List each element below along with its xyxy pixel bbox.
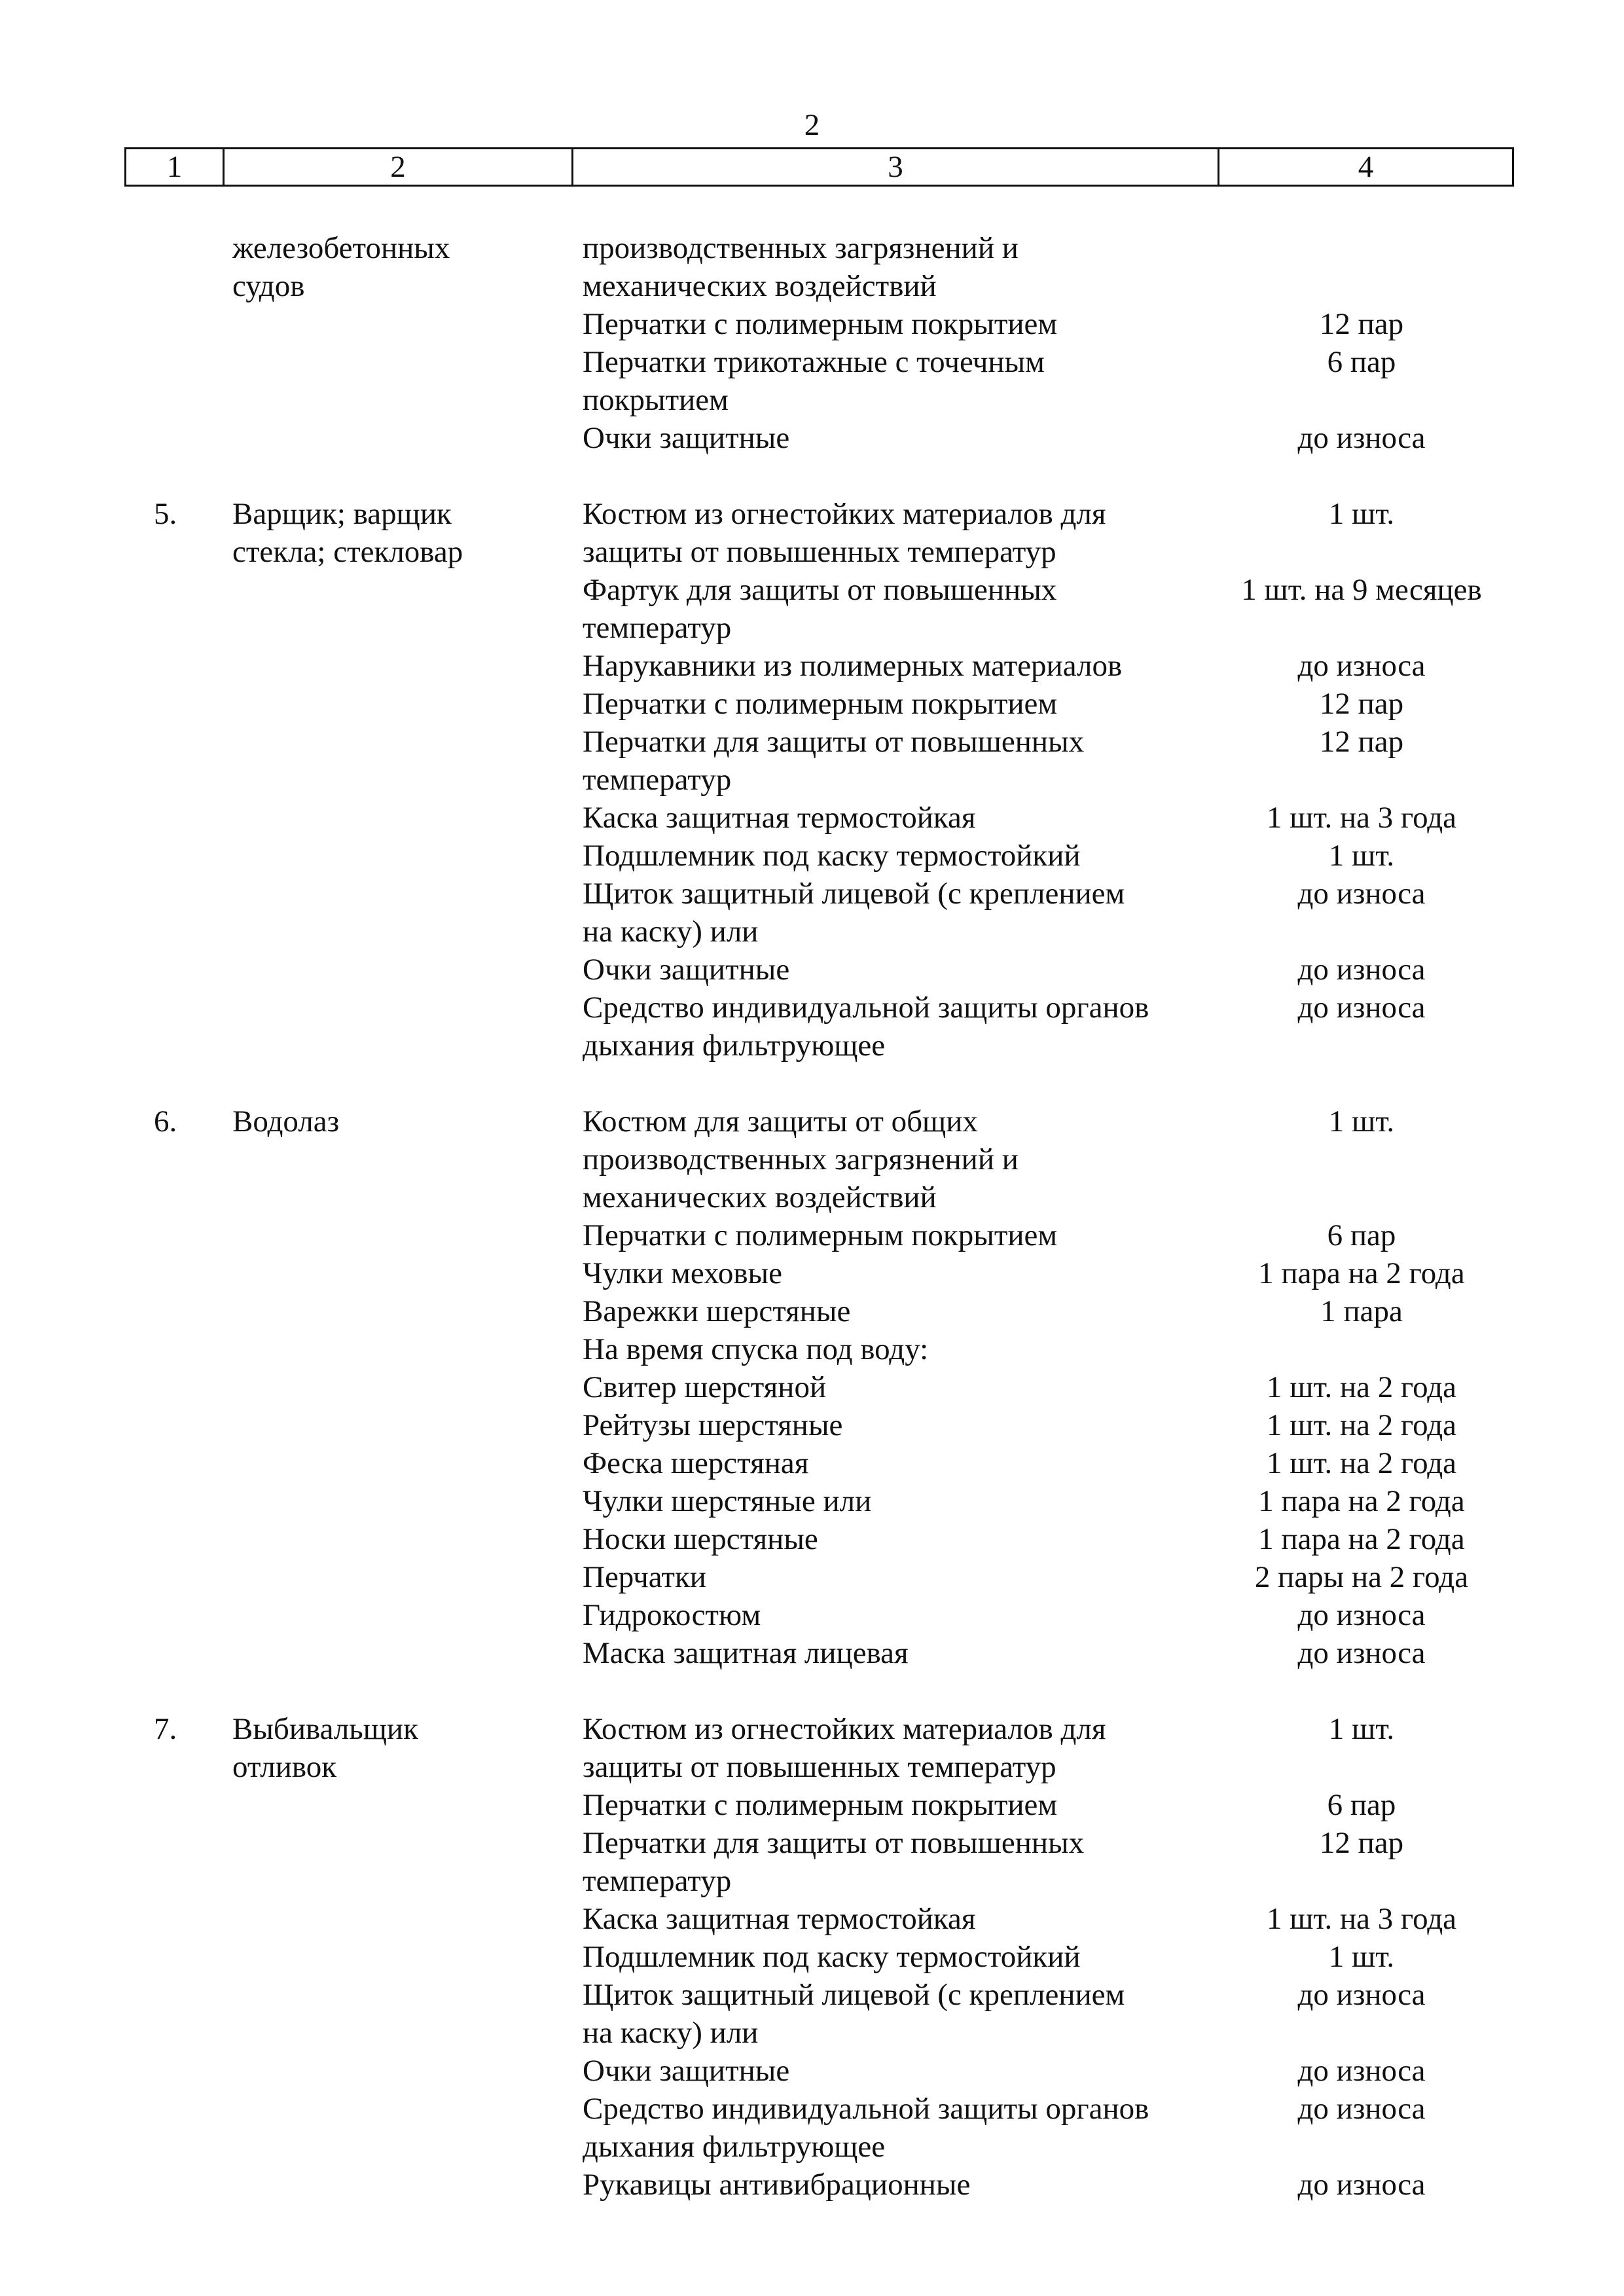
ppe-item-norm: 2 пары на 2 года bbox=[1254, 1560, 1469, 1594]
column-header-row bbox=[126, 149, 1513, 186]
ppe-item-name bbox=[583, 1824, 1211, 1900]
ppe-item-name bbox=[583, 343, 1211, 419]
profession-name-line: Варщик; варщик bbox=[232, 497, 452, 531]
ppe-item-name-line: На время спуска под воду: bbox=[583, 1332, 929, 1366]
ppe-item bbox=[583, 343, 1512, 419]
ppe-item bbox=[583, 571, 1512, 647]
ppe-item-name-line: Костюм из огнестойких материалов для bbox=[583, 1712, 1106, 1746]
ppe-item-name bbox=[583, 1368, 1211, 1406]
ppe-item-norm: 1 шт. на 2 года bbox=[1267, 1446, 1456, 1480]
ppe-list bbox=[583, 1710, 1512, 2204]
ppe-item-norm: до износа bbox=[1297, 1978, 1426, 2012]
ppe-item-name-line: на каску) или bbox=[583, 915, 759, 949]
ppe-item-name-line: температур bbox=[583, 611, 732, 645]
ppe-item-name-line: Подшлемник под каску термостойкий bbox=[583, 1940, 1081, 1974]
ppe-item-norm: 1 пара на 2 года bbox=[1258, 1522, 1465, 1556]
ppe-item bbox=[583, 305, 1512, 343]
ppe-item-name-line: Чулки шерстяные или bbox=[583, 1484, 872, 1518]
ppe-item-name bbox=[583, 1102, 1211, 1216]
ppe-item-name-line: Подшлемник под каску термостойкий bbox=[583, 839, 1081, 873]
profession-name bbox=[232, 1710, 533, 1786]
ppe-item-name-line: Перчатки для защиты от повышенных bbox=[583, 725, 1085, 759]
ppe-item-name bbox=[583, 1558, 1211, 1596]
ppe-item-name-line: Очки защитные bbox=[583, 421, 790, 455]
ppe-item-name bbox=[583, 2052, 1211, 2090]
ppe-item-norm: до износа bbox=[1297, 877, 1426, 911]
ppe-item-name-line: Перчатки для защиты от повышенных bbox=[583, 1826, 1085, 1860]
ppe-item-norm: до износа bbox=[1297, 2168, 1426, 2202]
ppe-item-name bbox=[583, 951, 1211, 989]
ppe-item-name bbox=[583, 1292, 1211, 1330]
ppe-item bbox=[583, 647, 1512, 685]
ppe-item-name-line: Перчатки bbox=[583, 1560, 706, 1594]
ppe-item-name-line: Рукавицы антивибрационные bbox=[583, 2168, 971, 2202]
ppe-item bbox=[583, 1786, 1512, 1824]
ppe-item-norm: 1 шт. на 2 года bbox=[1267, 1370, 1456, 1404]
ppe-item-norm: 1 шт. bbox=[1328, 497, 1395, 531]
ppe-list bbox=[583, 1102, 1512, 1672]
ppe-list bbox=[583, 495, 1512, 1065]
ppe-item bbox=[583, 685, 1512, 723]
ppe-item-name-line: производственных загрязнений и bbox=[583, 231, 1019, 265]
ppe-item-norm: 1 шт. на 3 года bbox=[1267, 1902, 1456, 1936]
ppe-item-name bbox=[583, 723, 1211, 799]
profession-name bbox=[232, 229, 533, 305]
ppe-item bbox=[583, 1634, 1512, 1672]
ppe-item-name bbox=[583, 1216, 1211, 1254]
row-number: 5. bbox=[154, 497, 177, 531]
ppe-item-name bbox=[583, 2090, 1211, 2166]
ppe-item-name-line: Гидрокостюм bbox=[583, 1598, 761, 1632]
ppe-item-name-line: Очки защитные bbox=[583, 953, 790, 987]
ppe-item-name-line: Свитер шерстяной bbox=[583, 1370, 827, 1404]
ppe-item-name-line: защиты от повышенных температур bbox=[583, 1750, 1056, 1784]
ppe-item bbox=[583, 419, 1512, 457]
ppe-item bbox=[583, 1216, 1512, 1254]
ppe-item bbox=[583, 875, 1512, 951]
profession-name-line: железобетонных bbox=[232, 231, 450, 265]
ppe-item-name-line: покрытием bbox=[583, 383, 729, 417]
profession-name-line: отливок bbox=[232, 1750, 337, 1784]
profession-row bbox=[0, 229, 1624, 457]
ppe-item-name-line: Нарукавники из полимерных материалов bbox=[583, 649, 1123, 683]
ppe-item-norm: до износа bbox=[1297, 421, 1426, 455]
ppe-item-name bbox=[583, 837, 1211, 875]
ppe-item bbox=[583, 1482, 1512, 1520]
ppe-item-name-line: Феска шерстяная bbox=[583, 1446, 809, 1480]
ppe-item-name-line: дыхания фильтрующее bbox=[583, 2130, 886, 2164]
ppe-item-norm: до износа bbox=[1297, 649, 1426, 683]
ppe-item-norm: 1 шт. на 2 года bbox=[1267, 1408, 1456, 1442]
ppe-item-name-line: Каска защитная термостойкая bbox=[583, 1902, 976, 1936]
ppe-item-norm: 1 шт. bbox=[1328, 1940, 1395, 1974]
ppe-item bbox=[583, 1976, 1512, 2052]
ppe-item bbox=[583, 1900, 1512, 1938]
ppe-item bbox=[583, 2090, 1512, 2166]
ppe-item bbox=[583, 989, 1512, 1065]
ppe-item-norm: 12 пар bbox=[1319, 1826, 1404, 1860]
ppe-item-norm: 1 шт. bbox=[1328, 839, 1395, 873]
ppe-item bbox=[583, 723, 1512, 799]
ppe-item-norm: до износа bbox=[1297, 1598, 1426, 1632]
ppe-item bbox=[583, 837, 1512, 875]
ppe-item-name bbox=[583, 1938, 1211, 1976]
ppe-item bbox=[583, 1558, 1512, 1596]
ppe-item-norm: 6 пар bbox=[1327, 1788, 1396, 1822]
page-number: 2 bbox=[804, 108, 820, 142]
ppe-item-name-line: Носки шерстяные bbox=[583, 1522, 818, 1556]
ppe-item-name-line: Перчатки с полимерным покрытием bbox=[583, 1788, 1058, 1822]
ppe-item-name-line: Перчатки с полимерным покрытием bbox=[583, 1218, 1058, 1252]
profession-row bbox=[0, 1710, 1624, 2204]
ppe-item-name-line: Перчатки с полимерным покрытием bbox=[583, 307, 1058, 341]
ppe-item-norm: 1 шт. bbox=[1328, 1712, 1395, 1746]
ppe-item-name bbox=[583, 1444, 1211, 1482]
ppe-item-name bbox=[583, 989, 1211, 1065]
ppe-item-norm: до износа bbox=[1297, 953, 1426, 987]
ppe-item bbox=[583, 495, 1512, 571]
ppe-item bbox=[583, 1824, 1512, 1900]
ppe-item-name-line: Перчатки с полимерным покрытием bbox=[583, 687, 1058, 721]
profession-name-line: стекла; стекловар bbox=[232, 535, 463, 569]
ppe-item-name bbox=[583, 875, 1211, 951]
ppe-item-norm: до износа bbox=[1297, 2054, 1426, 2088]
ppe-item-norm: 6 пар bbox=[1327, 1218, 1396, 1252]
ppe-item-name-line: Костюм из огнестойких материалов для bbox=[583, 497, 1106, 531]
ppe-item-name bbox=[583, 1596, 1211, 1634]
ppe-item-norm: 1 шт. на 9 месяцев bbox=[1241, 573, 1482, 607]
ppe-item bbox=[583, 1330, 1512, 1368]
ppe-item-norm: 12 пар bbox=[1319, 307, 1404, 341]
ppe-item bbox=[583, 1406, 1512, 1444]
ppe-item bbox=[583, 1292, 1512, 1330]
ppe-item-norm: до износа bbox=[1297, 991, 1426, 1025]
ppe-item-name bbox=[583, 647, 1211, 685]
ppe-item-name-line: дыхания фильтрующее bbox=[583, 1029, 886, 1063]
column-header-3: 3 bbox=[573, 149, 1219, 186]
ppe-item bbox=[583, 1596, 1512, 1634]
profession-name bbox=[232, 495, 533, 571]
ppe-item bbox=[583, 1444, 1512, 1482]
ppe-item-name-line: на каску) или bbox=[583, 2016, 759, 2050]
ppe-item-name-line: Чулки меховые bbox=[583, 1256, 782, 1290]
ppe-item-name-line: Средство индивидуальной защиты органов bbox=[583, 2092, 1149, 2126]
ppe-item-name bbox=[583, 1406, 1211, 1444]
ppe-item-name-line: Перчатки трикотажные с точечным bbox=[583, 345, 1045, 379]
ppe-item-norm: 6 пар bbox=[1327, 345, 1396, 379]
ppe-item-name bbox=[583, 495, 1211, 571]
ppe-item-name bbox=[583, 1330, 1211, 1368]
ppe-item-norm: 1 пара на 2 года bbox=[1258, 1256, 1465, 1290]
profession-row bbox=[0, 495, 1624, 1065]
ppe-item-name bbox=[583, 1710, 1211, 1786]
ppe-item-name-line: механических воздействий bbox=[583, 269, 937, 303]
ppe-item-name-line: Очки защитные bbox=[583, 2054, 790, 2088]
column-header-1: 1 bbox=[126, 149, 224, 186]
ppe-item bbox=[583, 2052, 1512, 2090]
profession-row bbox=[0, 1102, 1624, 1672]
ppe-item bbox=[583, 229, 1512, 305]
ppe-item-name bbox=[583, 571, 1211, 647]
ppe-item-name bbox=[583, 1900, 1211, 1938]
ppe-item-name-line: механических воздействий bbox=[583, 1180, 937, 1214]
profession-name-line: Выбивальщик bbox=[232, 1712, 418, 1746]
document-body bbox=[0, 229, 1624, 2242]
column-header-table bbox=[124, 147, 1514, 187]
profession-name bbox=[232, 1102, 533, 1140]
ppe-item-name-line: Фартук для защиты от повышенных bbox=[583, 573, 1057, 607]
column-header-2: 2 bbox=[224, 149, 573, 186]
ppe-item-name-line: температур bbox=[583, 1864, 732, 1898]
ppe-item-norm: до износа bbox=[1297, 2092, 1426, 2126]
ppe-item-norm: 1 шт. bbox=[1328, 1104, 1395, 1139]
profession-name-line: Водолаз bbox=[232, 1104, 340, 1139]
ppe-item-name bbox=[583, 419, 1211, 457]
ppe-item-name bbox=[583, 1254, 1211, 1292]
ppe-item-name-line: Щиток защитный лицевой (с креплением bbox=[583, 1978, 1125, 2012]
ppe-list bbox=[583, 229, 1512, 457]
ppe-item bbox=[583, 799, 1512, 837]
ppe-item bbox=[583, 1710, 1512, 1786]
ppe-item-norm: 1 пара на 2 года bbox=[1258, 1484, 1465, 1518]
ppe-item-name bbox=[583, 1786, 1211, 1824]
ppe-item-name bbox=[583, 1482, 1211, 1520]
row-number: 6. bbox=[154, 1104, 177, 1139]
ppe-item-name-line: Варежки шерстяные bbox=[583, 1294, 851, 1328]
ppe-item bbox=[583, 1102, 1512, 1216]
ppe-item-name bbox=[583, 1634, 1211, 1672]
ppe-item-name bbox=[583, 305, 1211, 343]
ppe-item-name-line: Щиток защитный лицевой (с креплением bbox=[583, 877, 1125, 911]
column-header-4: 4 bbox=[1219, 149, 1513, 186]
ppe-item-name-line: защиты от повышенных температур bbox=[583, 535, 1056, 569]
ppe-item bbox=[583, 951, 1512, 989]
ppe-item-name-line: Каска защитная термостойкая bbox=[583, 801, 976, 835]
ppe-item-name-line: Маска защитная лицевая bbox=[583, 1636, 909, 1670]
ppe-item bbox=[583, 1520, 1512, 1558]
ppe-item-name bbox=[583, 685, 1211, 723]
ppe-item-name bbox=[583, 229, 1211, 305]
ppe-item-name-line: Рейтузы шерстяные bbox=[583, 1408, 843, 1442]
ppe-item bbox=[583, 1368, 1512, 1406]
ppe-item-norm: 1 пара bbox=[1320, 1294, 1403, 1328]
profession-name-line: судов bbox=[232, 269, 305, 303]
ppe-item-name-line: Костюм для защиты от общих bbox=[583, 1104, 978, 1139]
ppe-item-name bbox=[583, 1976, 1211, 2052]
ppe-item bbox=[583, 1254, 1512, 1292]
ppe-item bbox=[583, 2166, 1512, 2204]
ppe-item-norm: 1 шт. на 3 года bbox=[1267, 801, 1456, 835]
ppe-item-norm: до износа bbox=[1297, 1636, 1426, 1670]
ppe-item-name bbox=[583, 799, 1211, 837]
ppe-item-name-line: температур bbox=[583, 763, 732, 797]
row-number: 7. bbox=[154, 1712, 177, 1746]
ppe-item-norm: 12 пар bbox=[1319, 725, 1404, 759]
ppe-item-name-line: Средство индивидуальной защиты органов bbox=[583, 991, 1149, 1025]
ppe-item-name bbox=[583, 2166, 1211, 2204]
ppe-item-name-line: производственных загрязнений и bbox=[583, 1142, 1019, 1176]
ppe-item-norm: 12 пар bbox=[1319, 687, 1404, 721]
ppe-item-name bbox=[583, 1520, 1211, 1558]
ppe-item bbox=[583, 1938, 1512, 1976]
